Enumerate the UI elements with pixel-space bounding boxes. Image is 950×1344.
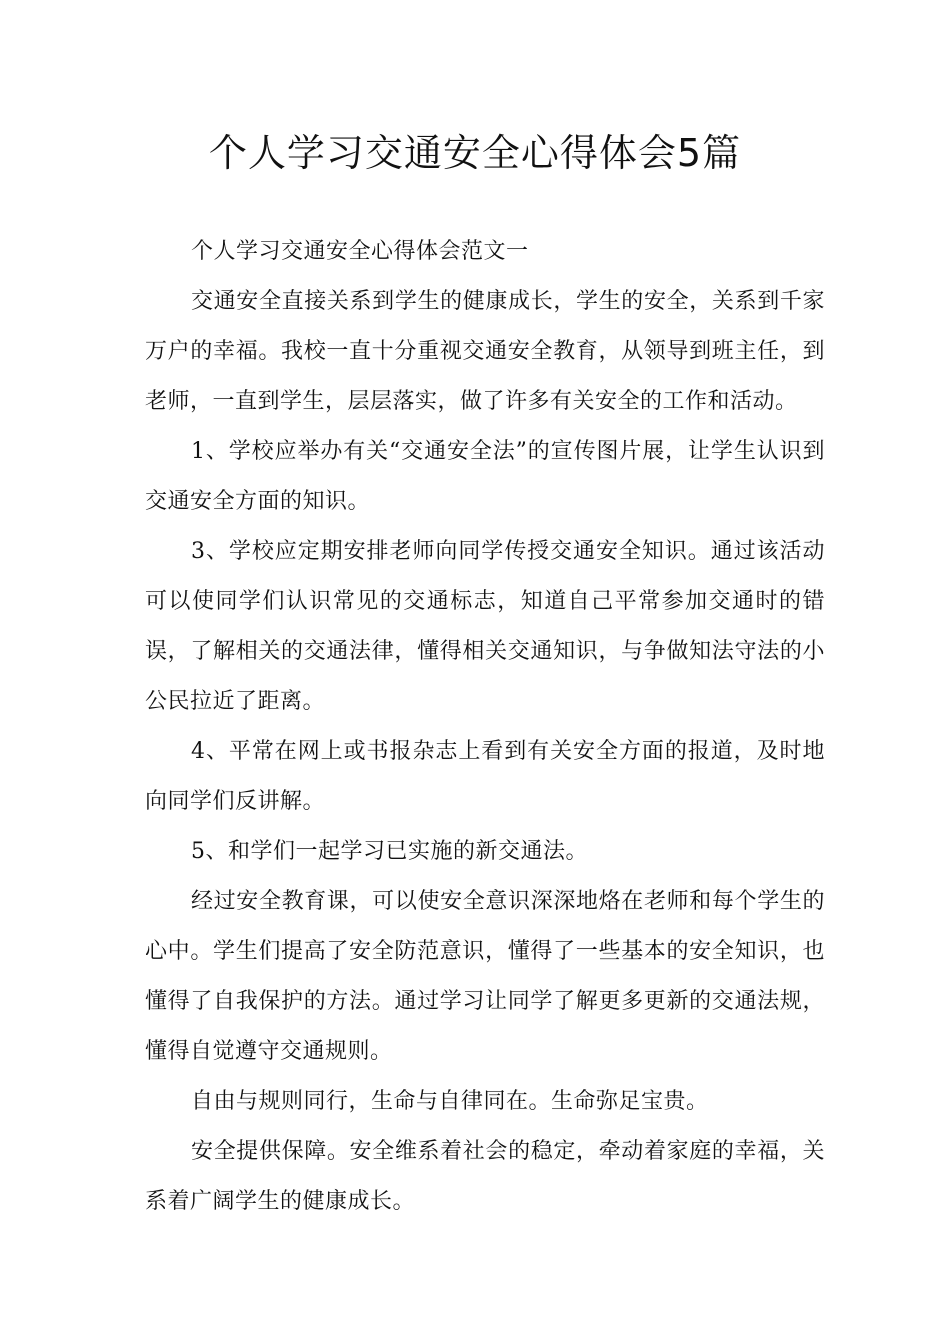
section-heading: 个人学习交通安全心得体会范文一 — [191, 239, 529, 264]
paragraph: 交通安全直接关系到学生的健康成长，学生的安全，关系到千家万户的幸福。我校一直十分重视交通安全教育，从领导到班主任，到老师，一直到学生，层层落实，做了许多有关安全的工作和活动。 — [145, 289, 825, 414]
paragraph: 4、平常在网上或书报杂志上看到有关安全方面的报道，及时地向同学们反讲解。 — [145, 739, 825, 814]
document-body — [145, 227, 825, 1227]
document-title: 个人学习交通安全心得体会5篇 — [208, 131, 742, 175]
paragraph: 3、学校应定期安排老师向同学传授交通安全知识。通过该活动可以使同学们认识常见的交通标志，知道自己平常参加交通时的错误，了解相关的交通法律，懂得相关交通知识，与争做知法守法的小公民拉近了距离。 — [145, 539, 825, 714]
paragraph: 安全提供保障。安全维系着社会的稳定，牵动着家庭的幸福，关系着广阔学生的健康成长。 — [145, 1139, 825, 1214]
paragraph: 1、学校应举办有关“交通安全法”的宣传图片展，让学生认识到交通安全方面的知识。 — [145, 439, 825, 514]
paragraph: 5、和学们一起学习已实施的新交通法。 — [191, 839, 588, 864]
paragraph: 自由与规则同行，生命与自律同在。生命弥足宝贵。 — [191, 1089, 709, 1114]
paragraph: 经过安全教育课，可以使安全意识深深地烙在老师和每个学生的心中。学生们提高了安全防范意识，懂得了一些基本的安全知识，也懂得了自我保护的方法。通过学习让同学了解更多更新的交通法规，懂得自觉遵守交通规则。 — [145, 889, 825, 1064]
